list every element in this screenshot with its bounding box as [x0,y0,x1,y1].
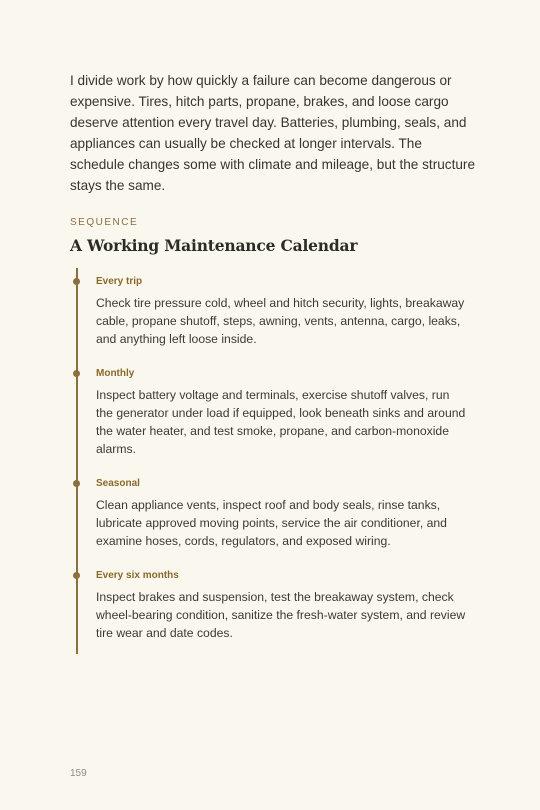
entry-body: Check tire pressure cold, wheel and hitch security, lights, breakaway cable, propane shutoff, steps, awning, vents, antenna, cargo, leaks, and anything left loose inside. [96,296,465,346]
timeline-entry-every-six-months [96,569,468,642]
timeline-entry-every-trip [96,275,468,348]
section-eyebrow: SEQUENCE [70,217,139,228]
page-number: 159 [70,768,87,779]
entry-label: Seasonal [96,478,140,489]
entry-label: Every trip [96,276,143,287]
timeline-dot [73,278,80,285]
entry-body: Inspect brakes and suspension, test the breakaway system, check wheel-bearing condition, sanitize the fresh-water system, and review tire wear and date codes. [96,590,466,640]
timeline-entry-monthly [96,367,468,458]
section-title: A Working Maintenance Calendar [70,236,358,255]
timeline-rail [76,268,78,654]
timeline-entry-seasonal [96,477,468,550]
timeline-dot [73,480,80,487]
timeline-dot [73,370,80,377]
entry-body: Clean appliance vents, inspect roof and body seals, rinse tanks, lubricate approved moving points, service the air conditioner, and examine hoses, cords, regulators, and exposed wiring. [96,498,447,548]
entry-body: Inspect battery voltage and terminals, exercise shutoff valves, run the generator under load if equipped, look beneath sinks and around the water heater, and test smoke, propane, and carbon-monoxide alarms. [96,388,466,456]
timeline-dot [73,572,80,579]
entry-label: Every six months [96,570,179,581]
entry-label: Monthly [96,368,135,379]
intro-paragraph: I divide work by how quickly a failure can become dangerous or expensive. Tires, hitch parts, propane, brakes, and loose cargo deserve attention every travel day. Batteries, plumbing, seals, and appliances can usually be checked at longer intervals. The schedule changes some with climate and mileage, but the structure stays the same. [70,73,476,193]
